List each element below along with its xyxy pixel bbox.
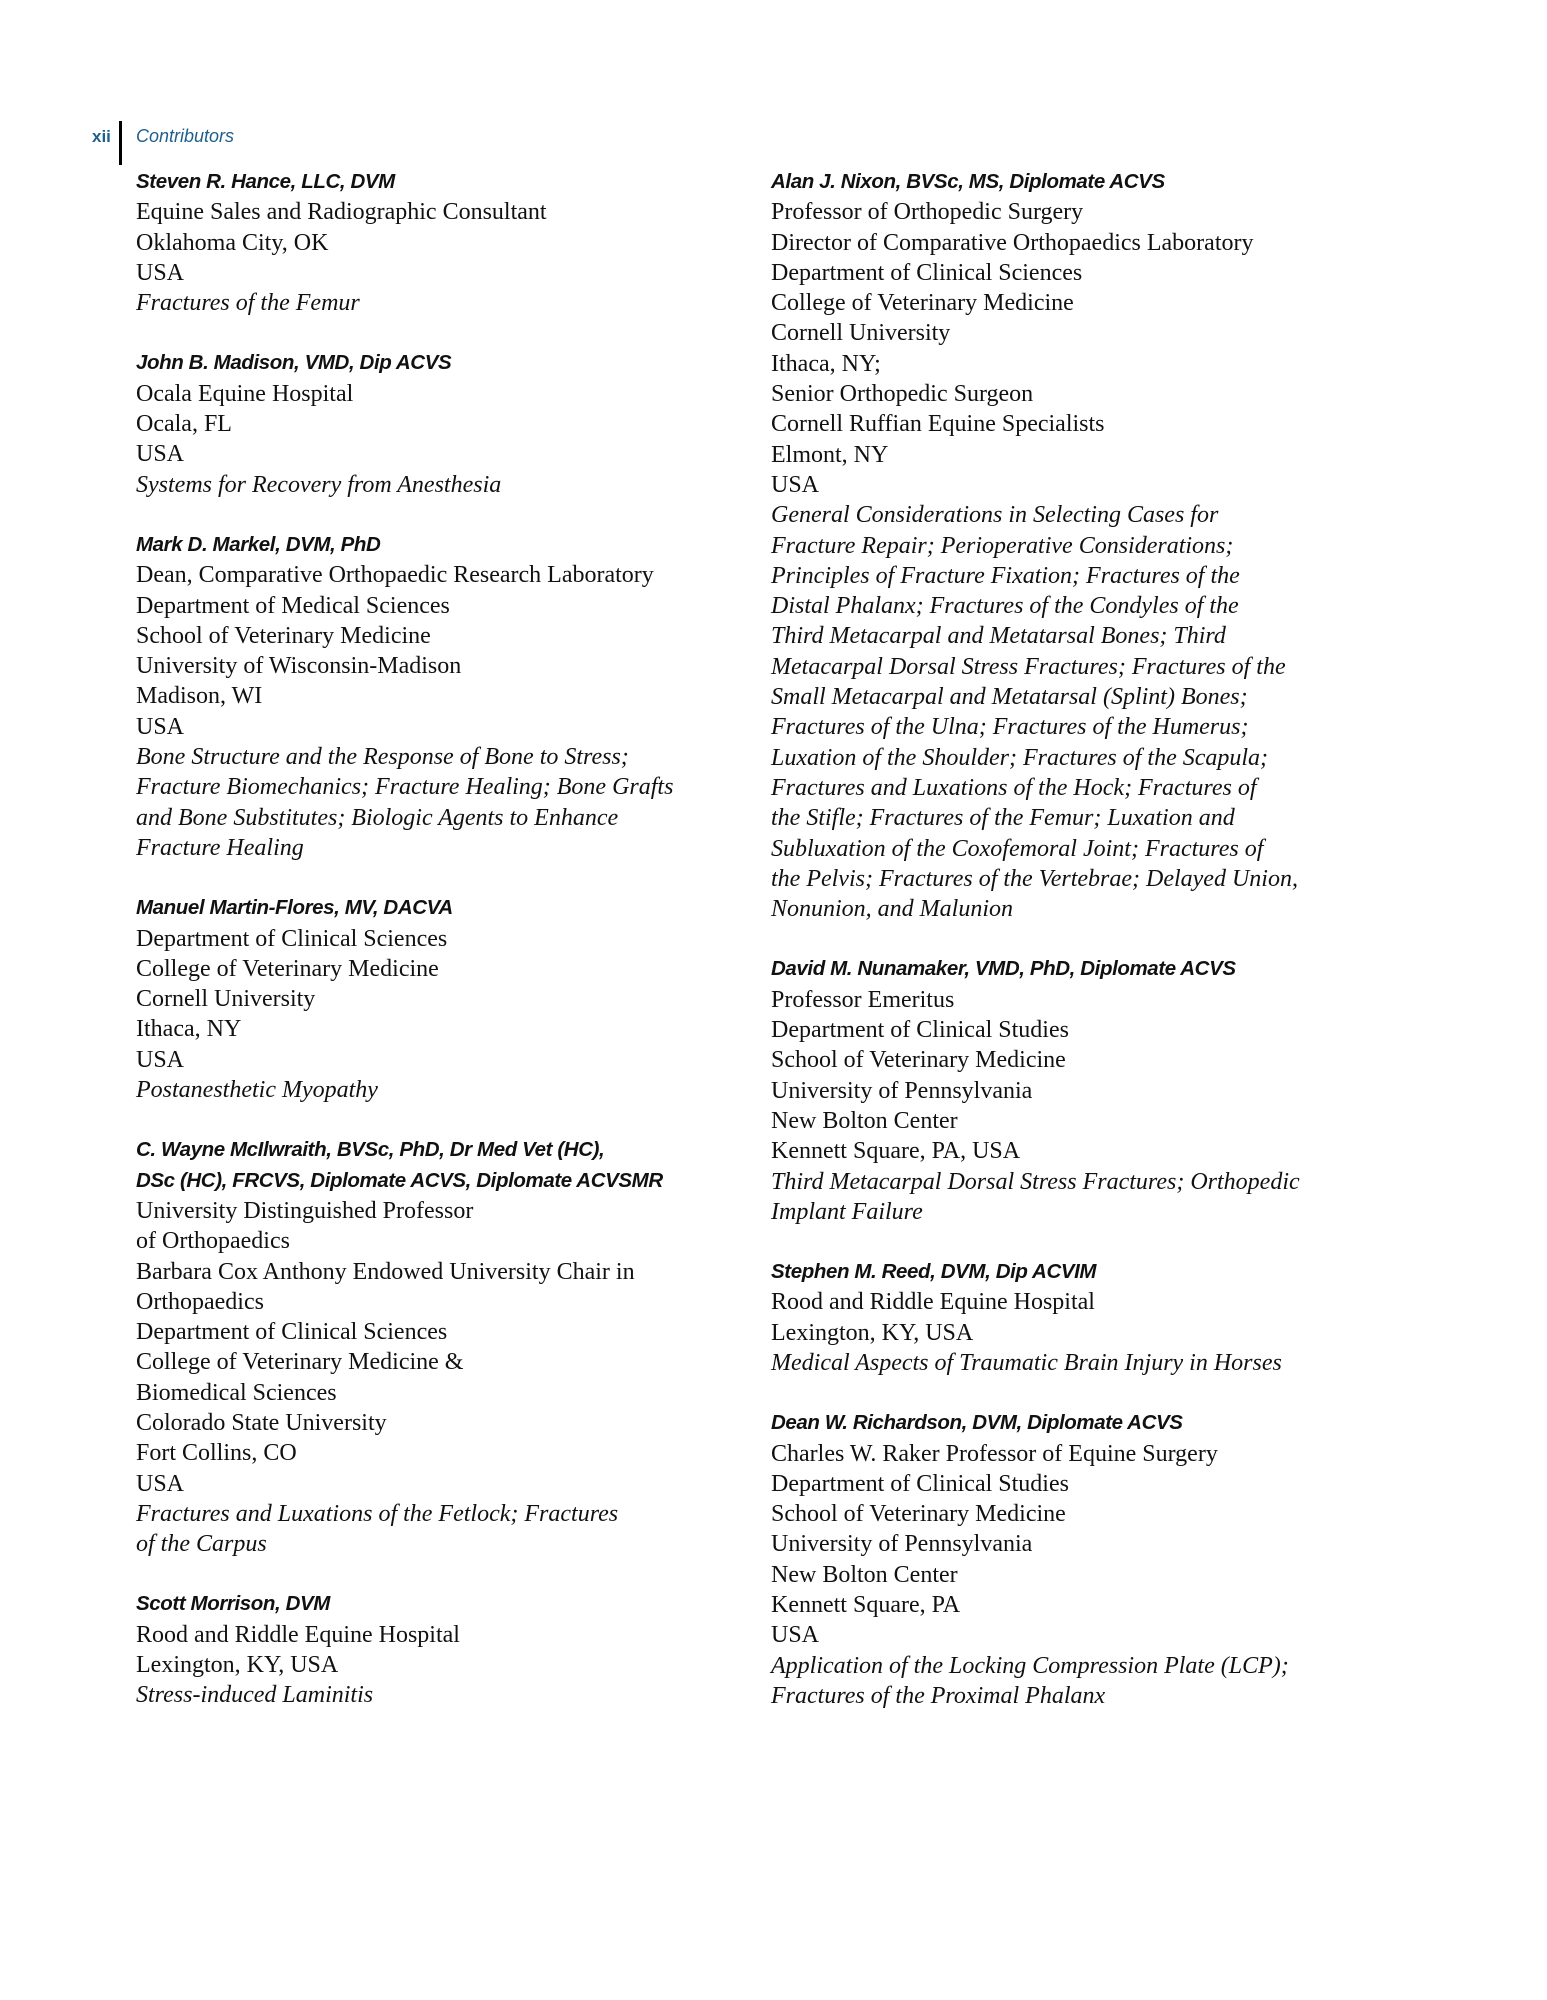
- chapter-contribution: General Considerations in Selecting Cases for: [771, 502, 1219, 529]
- chapter-contribution: Fractures and Luxations of the Hock; Fractures of: [771, 774, 1257, 801]
- contributor-name: David M. Nunamaker, VMD, PhD, Diplomate ACVS: [771, 957, 1236, 981]
- chapter-contribution: Metacarpal Dorsal Stress Fractures; Fractures of the: [771, 653, 1286, 680]
- affiliation-line: USA: [136, 1046, 185, 1073]
- affiliation-line: Orthopaedics: [136, 1288, 264, 1315]
- affiliation-line: Equine Sales and Radiographic Consultant: [136, 199, 547, 226]
- contributor-entry: [136, 1589, 736, 1710]
- chapter-contribution: Systems for Recovery from Anesthesia: [136, 471, 502, 498]
- affiliation-line: Dean, Comparative Orthopaedic Research Laboratory: [136, 562, 654, 589]
- affiliation-line: Department of Clinical Sciences: [136, 925, 448, 952]
- affiliation-line: University of Wisconsin-Madison: [136, 653, 462, 680]
- contributor-name: DSc (HC), FRCVS, Diplomate ACVS, Diplomate ACVSMR: [136, 1168, 663, 1192]
- affiliation-line: Rood and Riddle Equine Hospital: [136, 1621, 460, 1648]
- affiliation-line: Ithaca, NY: [136, 1016, 242, 1043]
- contributor-entry: [136, 893, 736, 1105]
- chapter-contribution: Fracture Healing: [136, 834, 304, 861]
- affiliation-line: USA: [136, 259, 185, 286]
- chapter-contribution: Third Metacarpal Dorsal Stress Fractures; Orthopedic: [771, 1168, 1300, 1195]
- contributors-column-left: [136, 167, 736, 1741]
- affiliation-line: USA: [771, 471, 820, 498]
- chapter-contribution: of the Carpus: [136, 1531, 267, 1558]
- affiliation-line: Biomedical Sciences: [136, 1379, 337, 1406]
- affiliation-line: Ocala Equine Hospital: [136, 380, 354, 407]
- affiliation-line: College of Veterinary Medicine: [771, 290, 1074, 317]
- affiliation-line: Director of Comparative Orthopaedics Laboratory: [771, 229, 1254, 256]
- page-number: xii: [92, 127, 111, 146]
- affiliation-line: University of Pennsylvania: [771, 1531, 1033, 1558]
- affiliation-line: Barbara Cox Anthony Endowed University Chair in: [136, 1258, 635, 1285]
- chapter-contribution: Fractures of the Ulna; Fractures of the Humerus;: [771, 714, 1249, 741]
- affiliation-line: of Orthopaedics: [136, 1228, 290, 1255]
- contributor-name: Alan J. Nixon, BVSc, MS, Diplomate ACVS: [771, 170, 1165, 193]
- affiliation-line: School of Veterinary Medicine: [771, 1501, 1066, 1528]
- contributor-name: Dean W. Richardson, DVM, Diplomate ACVS: [771, 1411, 1183, 1435]
- affiliation-line: Elmont, NY: [771, 441, 889, 468]
- affiliation-line: Cornell Ruffian Equine Specialists: [771, 411, 1105, 438]
- chapter-contribution: Small Metacarpal and Metatarsal (Splint) Bones;: [771, 684, 1248, 711]
- chapter-contribution: Fractures of the Proximal Phalanx: [771, 1682, 1106, 1709]
- section-title: Contributors: [136, 126, 235, 146]
- contributors-column-right: [771, 167, 1391, 1741]
- affiliation-line: New Bolton Center: [771, 1107, 958, 1134]
- affiliation-line: Rood and Riddle Equine Hospital: [771, 1289, 1095, 1316]
- affiliation-line: Madison, WI: [136, 683, 263, 710]
- affiliation-line: Ithaca, NY;: [771, 350, 881, 377]
- affiliation-line: Department of Clinical Studies: [771, 1470, 1069, 1497]
- affiliation-line: Department of Clinical Sciences: [771, 259, 1083, 286]
- affiliation-line: Cornell University: [136, 986, 316, 1013]
- chapter-contribution: Fractures of the Femur: [136, 290, 360, 317]
- affiliation-line: Lexington, KY, USA: [771, 1319, 974, 1346]
- chapter-contribution: Stress-induced Laminitis: [136, 1682, 374, 1709]
- affiliation-line: Professor of Orthopedic Surgery: [771, 199, 1084, 226]
- chapter-contribution: the Pelvis; Fractures of the Vertebrae; Delayed Union,: [771, 865, 1298, 892]
- contributor-name: Scott Morrison, DVM: [136, 1592, 330, 1616]
- affiliation-line: New Bolton Center: [771, 1561, 958, 1588]
- chapter-contribution: Application of the Locking Compression Plate (LCP);: [771, 1652, 1289, 1679]
- affiliation-line: Fort Collins, CO: [136, 1440, 297, 1467]
- affiliation-line: Senior Orthopedic Surgeon: [771, 381, 1034, 408]
- affiliation-line: Department of Clinical Studies: [771, 1017, 1069, 1044]
- chapter-contribution: Fracture Biomechanics; Fracture Healing; Bone Grafts: [136, 774, 674, 801]
- contributor-entry: [771, 1408, 1391, 1711]
- affiliation-line: School of Veterinary Medicine: [771, 1047, 1066, 1074]
- contributor-name: C. Wayne McIlwraith, BVSc, PhD, Dr Med Vet (HC),: [136, 1138, 605, 1162]
- chapter-contribution: Luxation of the Shoulder; Fractures of the Scapula;: [771, 744, 1269, 771]
- affiliation-line: USA: [136, 713, 185, 740]
- affiliation-line: Colorado State University: [136, 1409, 387, 1436]
- chapter-contribution: Postanesthetic Myopathy: [136, 1077, 378, 1104]
- chapter-contribution: Nonunion, and Malunion: [771, 896, 1014, 923]
- chapter-contribution: Distal Phalanx; Fractures of the Condyles of the: [771, 593, 1239, 620]
- affiliation-line: Department of Medical Sciences: [136, 592, 450, 619]
- contributor-entry: [771, 954, 1391, 1227]
- chapter-contribution: the Stifle; Fractures of the Femur; Luxation and: [771, 805, 1235, 832]
- contributor-name: John B. Madison, VMD, Dip ACVS: [136, 351, 452, 375]
- affiliation-line: College of Veterinary Medicine &: [136, 1349, 464, 1376]
- chapter-contribution: and Bone Substitutes; Biologic Agents to Enhance: [136, 804, 619, 831]
- affiliation-line: Kennett Square, PA: [771, 1592, 961, 1619]
- affiliation-line: Charles W. Raker Professor of Equine Surgery: [771, 1440, 1218, 1467]
- chapter-contribution: Principles of Fracture Fixation; Fractures of the: [771, 562, 1240, 589]
- chapter-contribution: Implant Failure: [771, 1198, 923, 1225]
- affiliation-line: Kennett Square, PA, USA: [771, 1138, 1021, 1165]
- affiliation-line: Department of Clinical Sciences: [136, 1319, 448, 1346]
- chapter-contribution: Fractures and Luxations of the Fetlock; Fractures: [136, 1500, 619, 1527]
- affiliation-line: University of Pennsylvania: [771, 1077, 1033, 1104]
- contributor-entry: [136, 530, 736, 863]
- affiliation-line: USA: [136, 1470, 185, 1497]
- affiliation-line: Cornell University: [771, 320, 951, 347]
- chapter-contribution: Fracture Repair; Perioperative Considerations;: [771, 532, 1234, 559]
- affiliation-line: School of Veterinary Medicine: [136, 622, 431, 649]
- contributor-name: Stephen M. Reed, DVM, Dip ACVIM: [771, 1260, 1097, 1284]
- contributor-entry: [136, 1135, 736, 1559]
- contributor-entry: [136, 167, 736, 318]
- chapter-contribution: Third Metacarpal and Metatarsal Bones; Third: [771, 623, 1226, 650]
- contributor-name: Manuel Martin-Flores, MV, DACVA: [136, 896, 453, 920]
- contributor-name: Steven R. Hance, LLC, DVM: [136, 170, 395, 193]
- contributor-entry: [136, 348, 736, 499]
- affiliation-line: Ocala, FL: [136, 411, 232, 438]
- affiliation-line: USA: [771, 1622, 820, 1649]
- contributor-name: Mark D. Markel, DVM, PhD: [136, 532, 381, 556]
- affiliation-line: Professor Emeritus: [771, 986, 955, 1013]
- header-rule: [119, 121, 122, 165]
- chapter-contribution: Bone Structure and the Response of Bone to Stress;: [136, 744, 629, 771]
- affiliation-line: College of Veterinary Medicine: [136, 955, 439, 982]
- contributor-entry: [771, 1257, 1391, 1378]
- chapter-contribution: Subluxation of the Coxofemoral Joint; Fractures of: [771, 835, 1264, 862]
- affiliation-line: USA: [136, 441, 185, 468]
- affiliation-line: University Distinguished Professor: [136, 1197, 474, 1224]
- affiliation-line: Lexington, KY, USA: [136, 1652, 339, 1679]
- affiliation-line: Oklahoma City, OK: [136, 229, 329, 256]
- contributor-entry: [771, 167, 1391, 924]
- chapter-contribution: Medical Aspects of Traumatic Brain Injury in Horses: [771, 1349, 1282, 1376]
